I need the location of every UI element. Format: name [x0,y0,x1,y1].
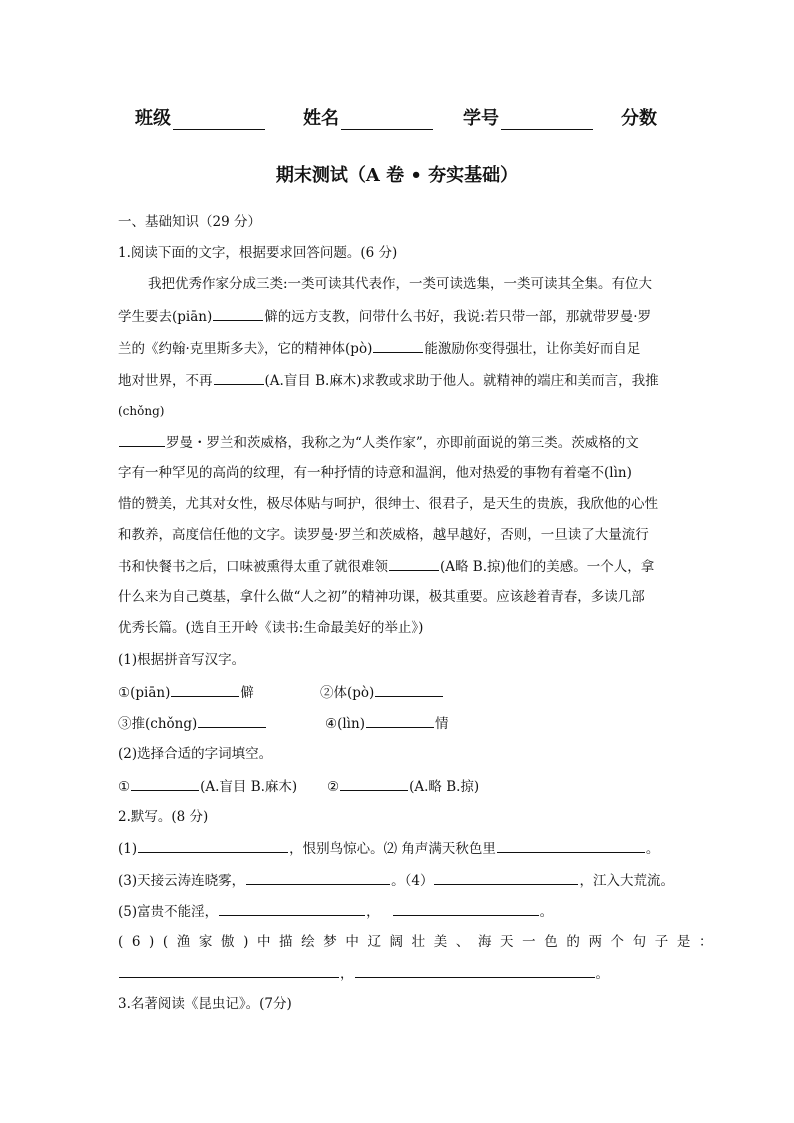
item-label: ③推(chǒng) [118,716,198,732]
fill-blank[interactable] [213,306,263,321]
answer-blank[interactable] [393,901,539,916]
answer-item [118,776,297,797]
line-text: 。 [595,966,609,982]
passage-text: 书和快餐书之后，口味被熏得太重了就很难领 [118,559,388,575]
passage-line [118,432,639,453]
passage-text: 地对世界，不再 [118,373,213,389]
class-field [135,104,265,130]
passage-line [118,306,651,327]
answer-blank[interactable] [355,963,595,978]
answer-blank[interactable] [246,870,390,885]
answer-blank[interactable] [171,682,239,697]
student-id-field [463,104,593,130]
item-label: ②体(pò) [320,685,375,701]
section-heading: 一、基础知识（29 分） [118,214,261,230]
question-3-prompt: 3.名著阅读《昆虫记》。(7分) [118,996,292,1012]
passage-line: 惜的赞美，尤其对女性，极尽体贴与呵护，很绅士、很君子，是天生的贵族，我欣他的心性 [118,496,658,512]
answer-blank[interactable] [219,901,365,916]
line-text: (5)富贵不能淫， [118,904,219,920]
answer-blank[interactable] [497,838,645,853]
passage-line: 字有一种罕见的高尚的纹理，有一种抒情的诗意和温润，他对热爱的事物有着毫不(lìn) [118,465,632,481]
passage-line: 和教养，高度信任他的文字。读罗曼·罗兰和茨威格，越早越好，否则，一旦读了大量流行 [118,527,649,543]
passage-text: (A略 B.掠)他们的美感。一个人，拿 [440,559,655,575]
fill-blank[interactable] [373,338,423,353]
line-text: 。 [645,841,660,857]
answer-blank[interactable] [375,682,443,697]
class-blank[interactable] [173,111,265,130]
passage-text: 能激励你变得强壮，让你美好而自足 [424,341,641,357]
student-id-blank[interactable] [501,111,593,130]
item-label: (1) [118,841,138,857]
dictation-line: (6)(渔家傲)中描绘梦中辽阔壮美、海天一色的两个句子是： [118,934,722,950]
name-field [303,104,433,130]
item-tail: (A.略 B.掠) [409,779,480,795]
dictation-line [118,870,674,891]
item-label: ①(piān) [118,685,171,701]
item-tail: (A.盲目 B.麻木) [200,779,298,795]
passage-line: 我把优秀作家分成三类:一类可读其代表作，一类可读选集，一类可读其全集。有位大 [148,276,653,292]
student-id-label: 学号 [463,108,499,129]
exam-title: 期末测试（A 卷 • 夯实基础） [275,165,519,186]
fill-blank[interactable] [389,556,439,571]
name-blank[interactable] [341,111,433,130]
line-text: ，恨别鸟惊心。⑵ 角声满天秋色里 [289,841,496,857]
name-label: 姓名 [303,108,339,129]
answer-blank[interactable] [434,870,578,885]
answer-blank[interactable] [340,776,408,791]
passage-line: 优秀长篇。(选自王开岭《读书:生命最美好的举止》) [118,620,424,636]
score-field [621,104,657,130]
passage-line: 什么来为自己奠基，拿什么做“人之初”的精神功课，极其重要。应该趁着青春，多读几部 [118,589,645,605]
answer-blank[interactable] [119,963,339,978]
score-label: 分数 [621,108,657,129]
line-text: (3)天接云涛连晓雾， [118,873,246,889]
answer-item [325,713,448,734]
fill-blank[interactable] [119,432,165,447]
answer-item [320,682,444,703]
passage-line [118,556,654,577]
dictation-line [118,838,659,859]
line-text: 。（4） [391,873,434,889]
pinyin-note: (chǒng) [118,404,165,418]
line-text: ，江入大荒流。 [579,873,674,889]
answer-blank[interactable] [198,713,266,728]
passage-line [118,370,659,391]
passage-text: (A.盲目 B.麻木)求教或求助于他人。就精神的端庄和美而言，我推 [264,373,659,389]
line-text: ， [366,904,380,920]
dictation-line [118,963,609,984]
passage-text: 兰的《约翰·克里斯多夫》，它的精神体(pò) [118,341,373,357]
item-label: ④(lìn) [325,716,365,732]
item-tail: 情 [434,716,449,732]
fill-blank[interactable] [214,370,264,385]
item-label: ① [118,779,131,795]
sub-question-2: (2)选择合适的字词填空。 [118,746,273,762]
line-text: ， [340,966,354,982]
passage-text: 学生要去(piān) [118,309,213,325]
answer-item [327,776,479,797]
answer-blank[interactable] [131,776,199,791]
item-label: ② [327,779,340,795]
question-2-prompt: 2.默写。(8 分) [118,809,209,825]
class-label: 班级 [135,108,171,129]
answer-blank[interactable] [138,838,288,853]
passage-text: 僻的远方支教，问带什么书好，我说:若只带一部，那就带罗曼·罗 [264,309,652,325]
passage-line [118,338,640,359]
dictation-line [118,901,553,922]
answer-item [118,682,254,703]
item-tail: 僻 [240,685,254,701]
answer-item [118,713,267,734]
answer-blank[interactable] [366,713,434,728]
question-1-prompt: 1.阅读下面的文字，根据要求回答问题。(6 分) [118,245,398,261]
sub-question-1: (1)根据拼音写汉字。 [118,652,246,668]
line-text: 。 [539,904,554,920]
passage-text: 罗曼・罗兰和茨威格，我称之为“人类作家”，亦即前面说的第三类。茨威格的文 [166,435,639,451]
